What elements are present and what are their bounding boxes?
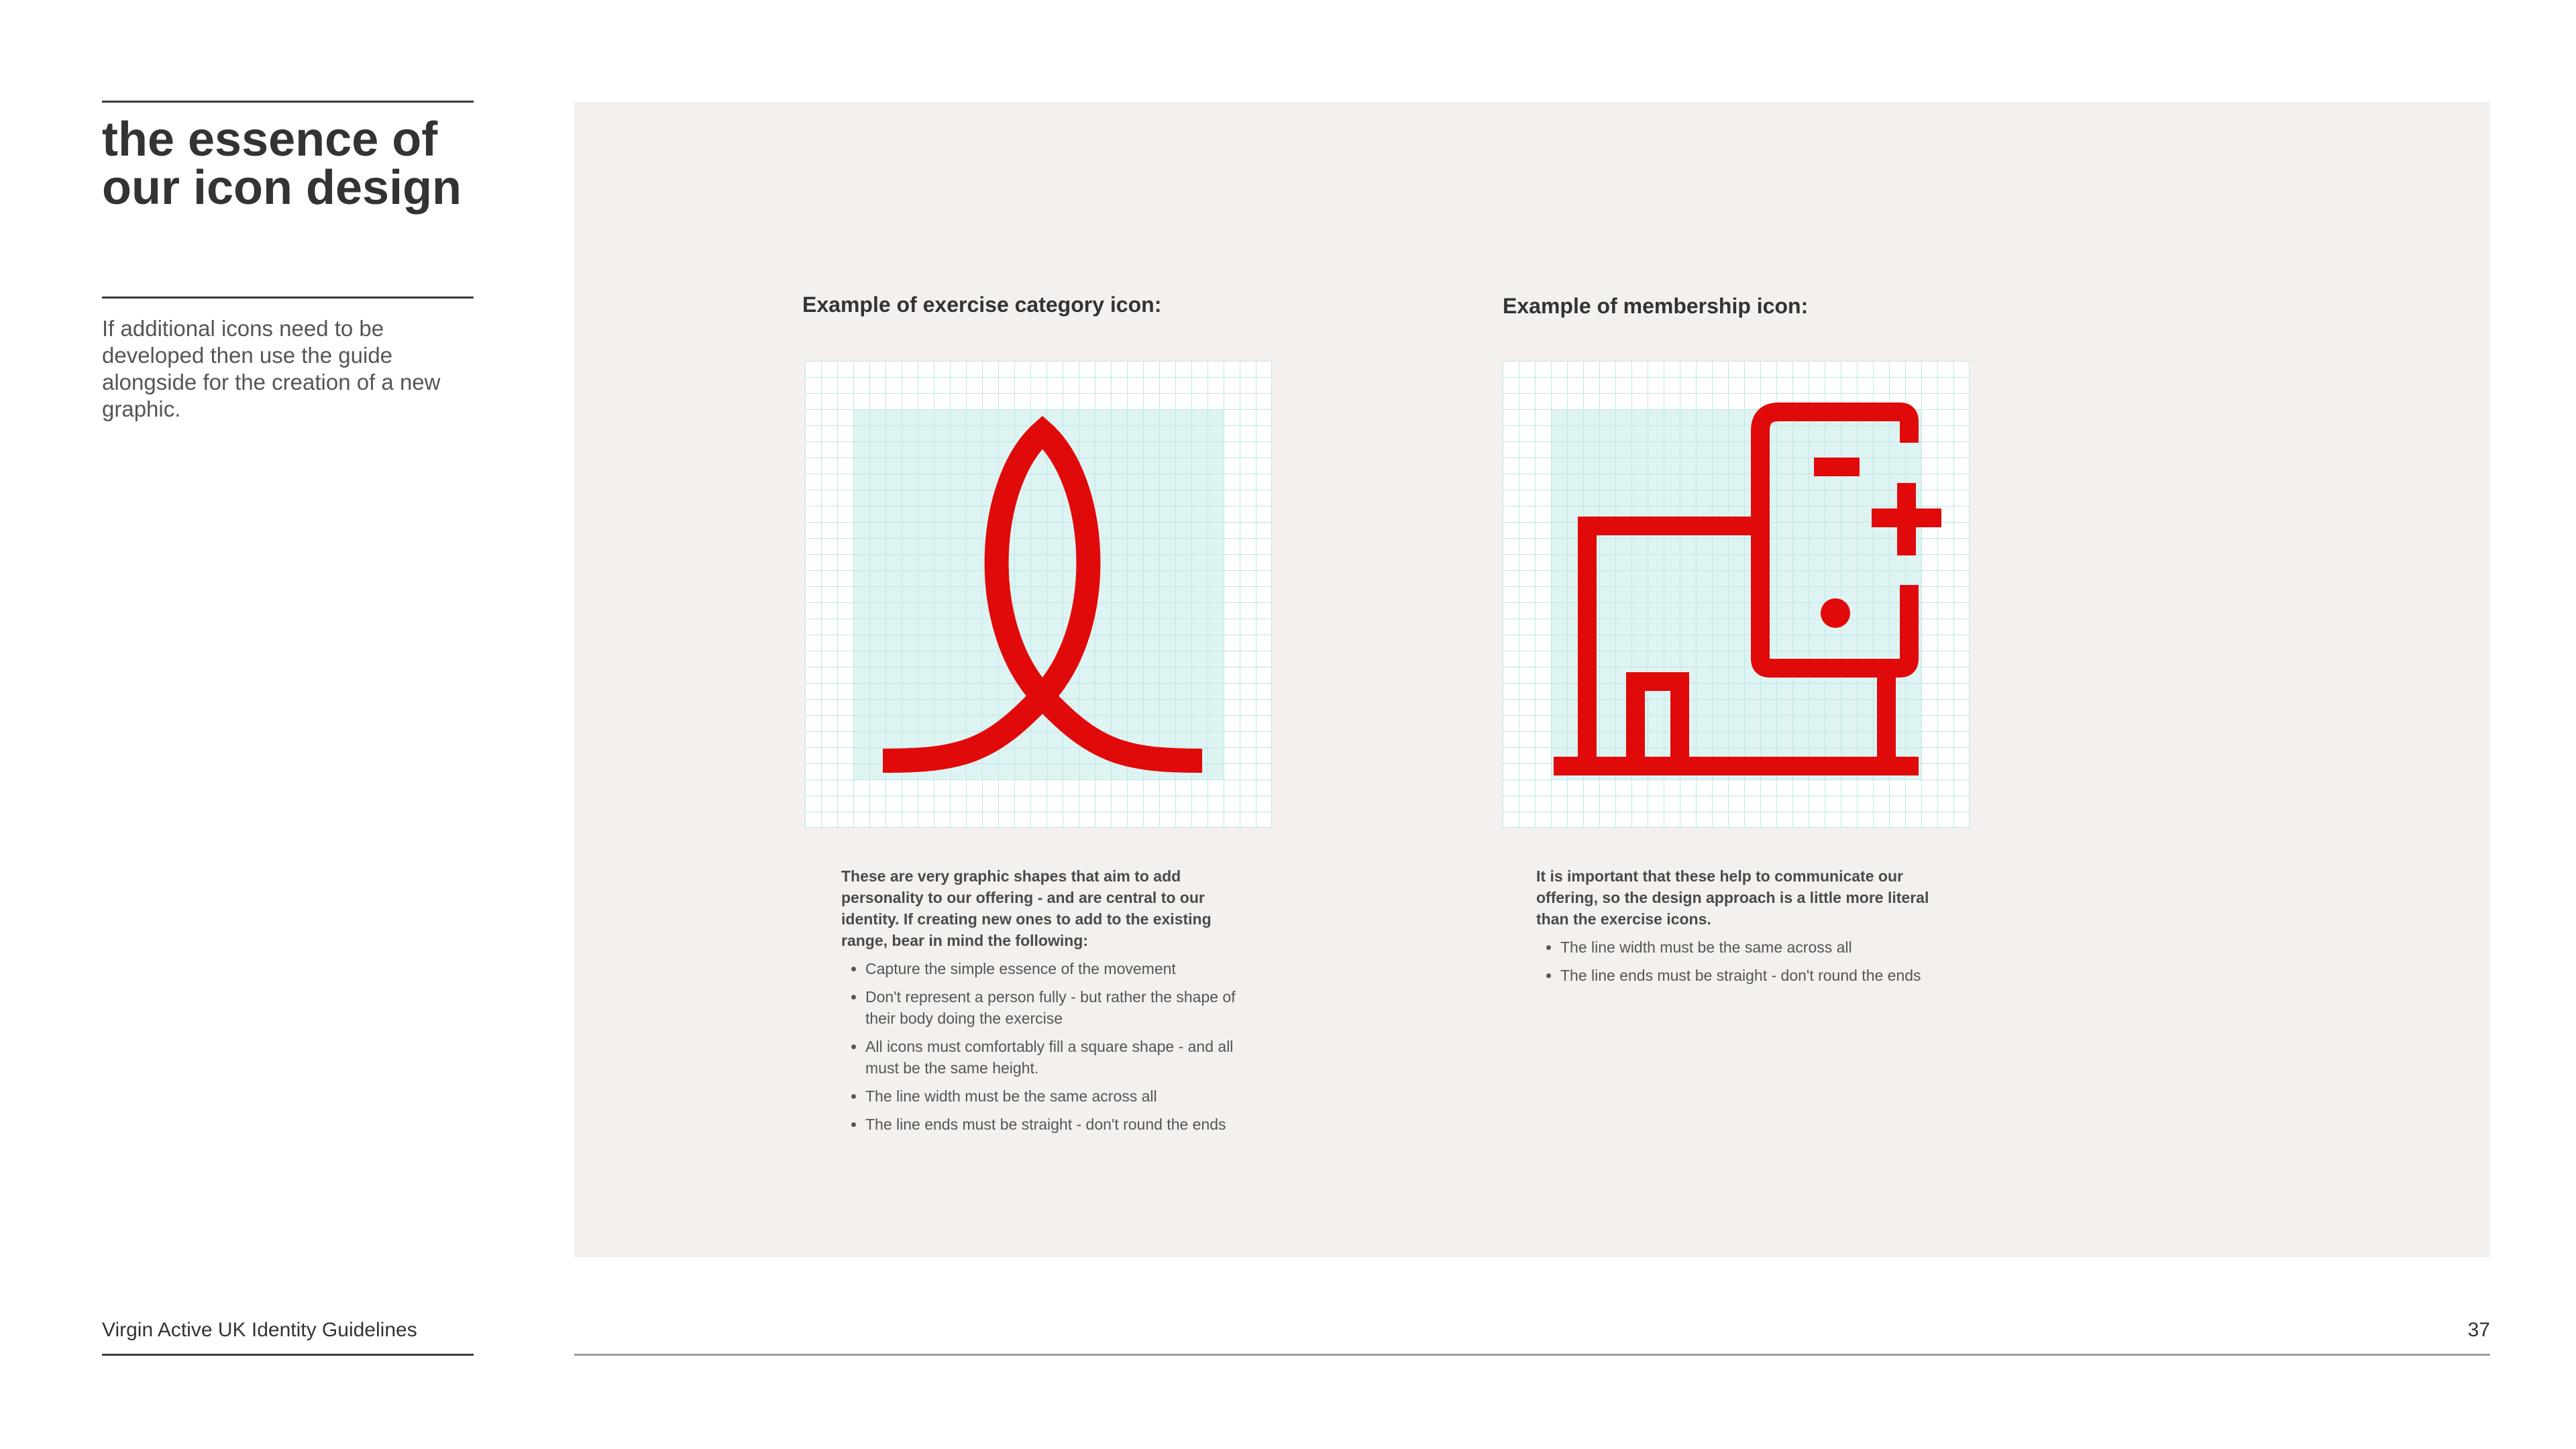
page-title — [102, 113, 478, 215]
membership-intro: It is important that these help to communicate our offering, so the design approach is a little more literal than the exercise icons. — [1536, 867, 1929, 928]
exercise-bullet: • The line width must be the same across all — [865, 1085, 1244, 1107]
exercise-bullet: • All icons must comfortably fill a square shape - and all must be the same height. — [865, 1036, 1244, 1079]
membership-icon-grid — [1503, 361, 1970, 828]
footer-document-title: Virgin Active UK Identity Guidelines — [102, 1319, 417, 1341]
page-number: 37 — [2467, 1319, 2490, 1341]
footer-right-rule — [574, 1354, 2490, 1356]
exercise-bullet-list — [841, 958, 1244, 1135]
exercise-bullet: • Capture the simple essence of the movement — [865, 958, 1244, 979]
title-top-rule — [102, 101, 474, 103]
page-title-line2: our icon design — [102, 161, 462, 215]
title-bottom-rule — [102, 297, 474, 299]
content-panel — [574, 102, 2490, 1257]
page-title-line1: the essence of — [102, 113, 438, 166]
membership-bullet: • The line width must be the same across all — [1560, 936, 1939, 958]
exercise-intro: These are very graphic shapes that aim to add personality to our offering - and are central to our identity. If creating new ones to add to the existing range, bear in mind the following: — [841, 867, 1212, 949]
membership-bullet: • The line ends must be straight - don't round the ends — [1560, 965, 1939, 986]
exercise-icon-grid — [805, 361, 1272, 828]
membership-icon-dot — [1821, 598, 1850, 628]
intro-text: If additional icons need to be developed then use the guide alongside for the creation of a new graphic. — [102, 316, 441, 421]
membership-description — [1536, 865, 1939, 993]
exercise-heading: Example of exercise category icon: — [802, 292, 1162, 317]
membership-heading: Example of membership icon: — [1503, 294, 1809, 318]
exercise-bullet: • The line ends must be straight - don't round the ends — [865, 1114, 1244, 1135]
exercise-description — [841, 865, 1244, 1142]
footer-left-rule — [102, 1354, 474, 1356]
exercise-bullet: • Don't represent a person fully - but rather the shape of their body doing the exercise — [865, 986, 1244, 1029]
membership-bullet-list — [1536, 936, 1939, 986]
